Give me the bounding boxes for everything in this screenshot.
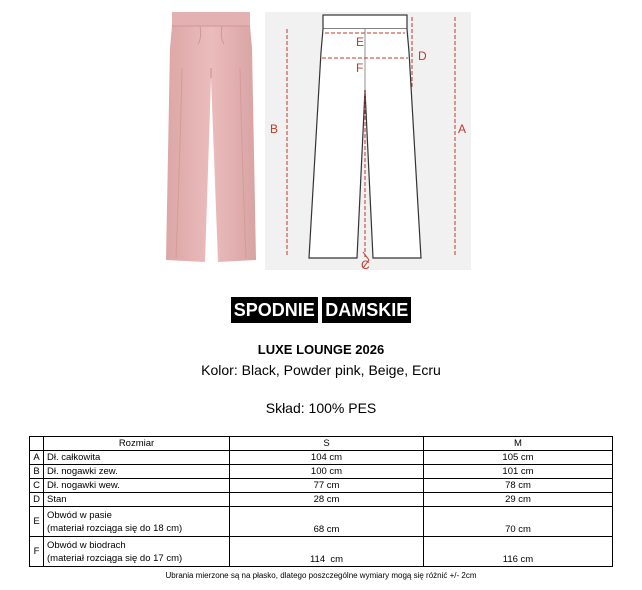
row-size-s: 77 cm — [230, 479, 424, 493]
measurement-diagram — [265, 12, 471, 270]
title-word-1: SPODNIE — [231, 297, 318, 323]
table-row — [30, 451, 613, 465]
label-a: A — [458, 122, 467, 136]
row-size-m: 70 cm — [424, 507, 613, 537]
table-row — [30, 507, 613, 537]
label-c: C — [361, 258, 370, 270]
header-size-m: M — [424, 437, 613, 451]
model-name: LUXE LOUNGE 2026 — [257, 342, 385, 357]
row-param: Dł. nogawki wew. — [44, 479, 230, 493]
row-size-m: 116 cm — [424, 537, 613, 567]
label-e: E — [356, 35, 365, 49]
row-size-s: 68 cm — [230, 507, 424, 537]
row-param: Obwód w biodrach — [47, 539, 126, 551]
row-size-m: 78 cm — [424, 479, 613, 493]
table-row — [30, 493, 613, 507]
row-param: Obwód w pasie — [47, 509, 112, 521]
row-key: F — [30, 537, 44, 567]
label-b: B — [270, 122, 279, 136]
table-row — [30, 465, 613, 479]
product-photo — [162, 8, 260, 270]
row-size-m: 101 cm — [424, 465, 613, 479]
header-key — [30, 437, 44, 451]
row-param-cell — [44, 537, 230, 567]
row-size-s: 28 cm — [230, 493, 424, 507]
row-size-m: 29 cm — [424, 493, 613, 507]
row-param: Stan — [44, 493, 230, 507]
table-row — [30, 537, 613, 567]
composition-line: Skład: 100% PES — [265, 400, 377, 416]
row-note: (materiał rozciąga się do 17 cm) — [47, 552, 183, 564]
row-size-s: 100 cm — [230, 465, 424, 479]
size-table — [29, 436, 613, 567]
header-param: Rozmiar — [44, 437, 230, 451]
row-key: C — [30, 479, 44, 493]
row-param-cell — [44, 507, 230, 537]
row-key: D — [30, 493, 44, 507]
colors-line: Kolor: Black, Powder pink, Beige, Ecru — [201, 362, 441, 378]
row-size-s: 114 cm — [230, 537, 424, 567]
row-size-m: 105 cm — [424, 451, 613, 465]
row-param: Dł. całkowita — [44, 451, 230, 465]
row-note: (materiał rozciąga się do 18 cm) — [47, 522, 183, 534]
row-size-s: 104 cm — [230, 451, 424, 465]
row-param: Dł. nogawki zew. — [44, 465, 230, 479]
row-key: E — [30, 507, 44, 537]
row-key: A — [30, 451, 44, 465]
measurement-footnote: Ubrania mierzone są na płasko, dlatego poszczególne wymiary mogą się różnić +/- 2cm — [165, 571, 477, 580]
header-size-s: S — [230, 437, 424, 451]
label-d: D — [418, 49, 427, 63]
table-header-row — [30, 437, 613, 451]
page-title — [0, 297, 642, 323]
title-word-2: DAMSKIE — [322, 297, 411, 323]
table-row — [30, 479, 613, 493]
label-f: F — [356, 61, 364, 75]
row-key: B — [30, 465, 44, 479]
